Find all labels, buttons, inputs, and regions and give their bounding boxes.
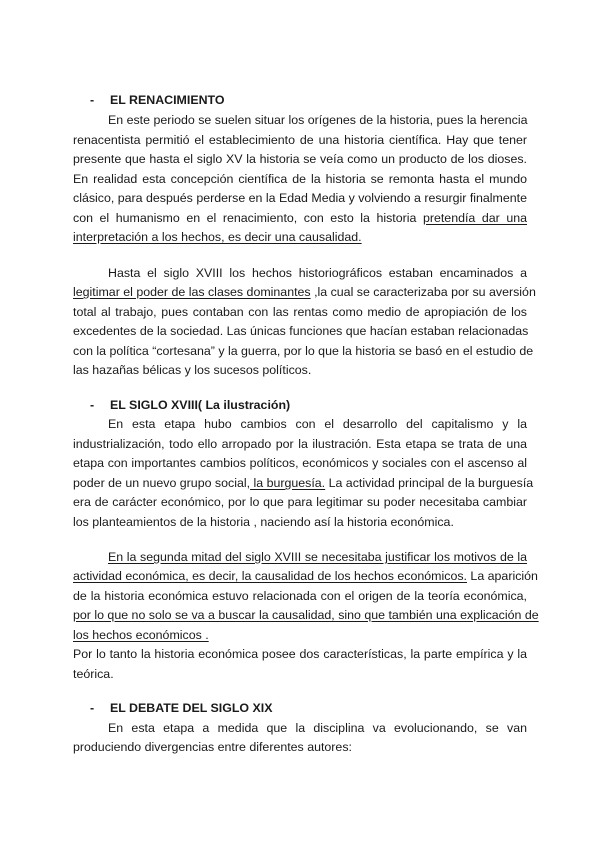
paragraph-line: produciendo divergencias entre diferentes autores:	[73, 740, 352, 754]
paragraph-line: las hazañas bélicas y los sucesos políticos.	[73, 363, 312, 377]
text-run: con el humanismo en el renacimiento, con esto la historia	[73, 211, 423, 225]
paragraph-line: etapa con importantes cambios políticos, económicos y sociales con el ascenso al	[73, 456, 527, 470]
heading-text: EL DEBATE DEL SIGLO XIX	[110, 701, 273, 715]
paragraph-line	[73, 626, 527, 646]
paragraph-line: total al trabajo, pues contaban con las rentas como medio de apropiación de los	[73, 305, 527, 319]
paragraph-line: renacentista permitió el establecimiento de una historia científica. Hay que tener	[73, 133, 527, 147]
paragraph-line: teórica.	[73, 667, 114, 681]
underlined-text: legitimar el poder de las clases dominantes	[73, 285, 311, 299]
paragraph-line: En esta etapa a medida que la disciplina va evolucionando, se van	[108, 721, 527, 735]
paragraph-line: En este periodo se suelen situar los orígenes de la historia, pues la herencia	[108, 113, 528, 127]
underlined-text: pretendía dar una	[422, 211, 527, 225]
paragraph-line	[73, 209, 527, 229]
paragraph-line: En esta etapa hubo cambios con el desarrollo del capitalismo y la	[108, 417, 527, 431]
section-heading-debate	[90, 699, 272, 719]
text-run: La aparición	[466, 569, 538, 583]
bullet-dash: -	[90, 398, 95, 412]
underlined-text: los hechos económicos .	[73, 628, 209, 642]
underlined-text: la burguesía.	[250, 476, 326, 490]
underlined-text: por lo que no solo se va a buscar la causalidad, sino que también una explicación de	[73, 608, 539, 622]
paragraph-line	[73, 567, 538, 587]
section-heading-ilustracion	[90, 396, 290, 416]
paragraph-line	[73, 606, 539, 626]
paragraph-line	[73, 283, 536, 303]
paragraph-line: Hasta el siglo XVIII los hechos historiográficos estaban encaminados a	[108, 266, 527, 280]
paragraph-line	[108, 548, 527, 568]
paragraph-line: industrialización, todo ello arropado por la ilustración. Esta etapa se trata de una	[73, 437, 527, 451]
paragraph-line: era de carácter económico, por lo que para legitimar su poder necesitaba cambiar	[73, 495, 527, 509]
section-heading-renacimiento	[90, 91, 225, 111]
bullet-dash: -	[90, 701, 95, 715]
text-run: ,la cual se caracterizaba por su aversión	[310, 285, 536, 299]
paragraph-line: de la historia económica estuvo relacionada con el origen de la teoría económica,	[73, 589, 527, 603]
heading-text: EL SIGLO XVIII( La ilustración)	[110, 398, 291, 412]
paragraph-line: En realidad esta concepción científica de la historia se remonta hasta el mundo	[73, 172, 527, 186]
heading-text: EL RENACIMIENTO	[110, 93, 225, 107]
paragraph-line: con la política “cortesana” y la guerra, por lo que la historia se basó en el estudio de	[73, 344, 534, 358]
paragraph-line: presente que hasta el siglo XV la historia se veía como un producto de los dioses.	[73, 152, 527, 166]
paragraph-line: excedentes de la sociedad. Las únicas funciones que hacían estaban relacionadas	[73, 324, 529, 338]
bullet-dash: -	[90, 93, 95, 107]
underlined-text: interpretación a los hechos, es decir una causalidad.	[73, 230, 362, 244]
underlined-text: actividad económica, es decir, la causalidad de los hechos económicos.	[73, 569, 467, 583]
paragraph-line: los planteamientos de la historia , naciendo así la historia económica.	[73, 515, 454, 529]
text-run: La actividad principal de la burguesía	[325, 476, 534, 490]
paragraph-line	[73, 228, 527, 248]
paragraph-line: Por lo tanto la historia económica posee dos características, la parte empírica y la	[73, 647, 527, 661]
underlined-text: En la segunda mitad del siglo XVIII se necesitaba justificar los motivos de la	[108, 550, 527, 564]
text-run: poder de un nuevo grupo social,	[73, 476, 251, 490]
paragraph-line: clásico, para después perderse en la Edad Media y volviendo a resurgir finalmente	[73, 191, 527, 205]
paragraph-line	[73, 474, 534, 494]
